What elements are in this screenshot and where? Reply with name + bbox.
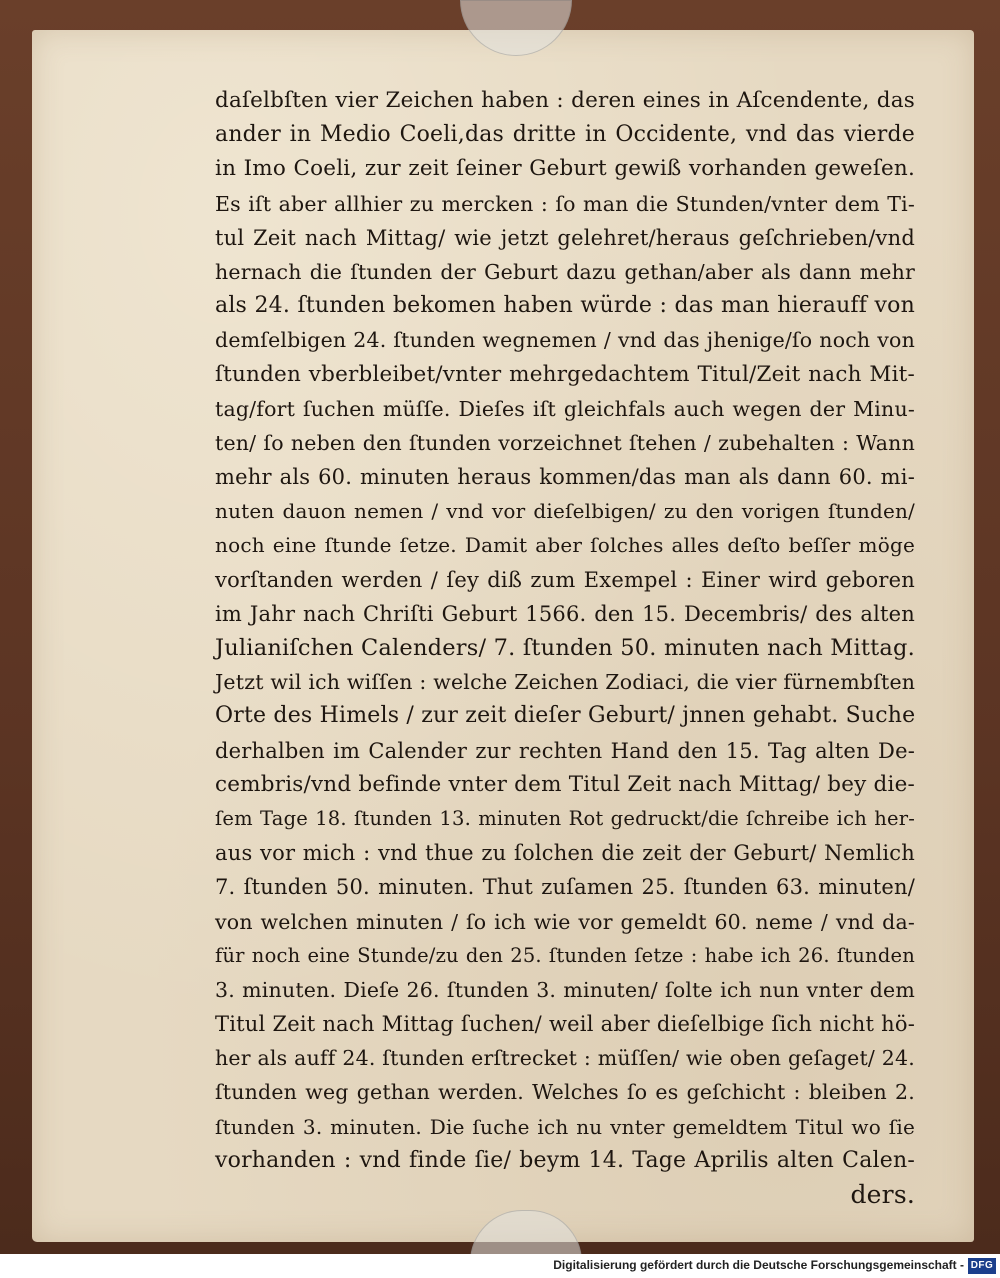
text-line: 7. ſtunden 50. minuten. Thut zuſamen 25. ſtunden 63. minuten/ <box>215 875 915 900</box>
text-line: derhalben im Calender zur rechten Hand den 15. Tag alten De- <box>215 738 915 763</box>
text-line: 3. minuten. Dieſe 26. ſtunden 3. minuten/ ſolte ich nun vnter dem <box>215 977 915 1002</box>
text-line: noch eine ſtunde ſetze. Damit aber ſolches alles deſto beſſer möge <box>215 533 915 558</box>
text-line: Julianiſchen Calenders/ 7. ſtunden 50. minuten nach Mittag. <box>215 635 915 661</box>
text-line: Orte des Himels / zur zeit dieſer Geburt/ jnnen gehabt. Suche <box>215 703 916 729</box>
footer-bar <box>0 1254 1000 1278</box>
text-line: her als auff 24. ſtunden erſtrecket : müſſen/ wie oben geſaget/ 24. <box>215 1046 915 1071</box>
text-line: demſelbigen 24. ſtunden wegnemen / vnd das jhenige/ſo noch von <box>215 328 915 353</box>
text-line: aus vor mich : vnd thue zu ſolchen die zeit der Geburt/ Nemlich <box>215 841 915 866</box>
text-line: vorhanden : vnd finde ſie/ beym 14. Tage Aprilis alten Calen- <box>215 1147 915 1173</box>
page-text <box>215 84 915 1212</box>
text-line: Jetzt wil ich wiſſen : welche Zeichen Zodiaci, die vier fürnembſten <box>215 670 916 695</box>
text-line: tag/fort ſuchen müſſe. Dieſes iſt gleichfals auch wegen der Minu- <box>215 396 915 421</box>
text-line: ſtunden 3. minuten. Die ſuche ich nu vnter gemeldtem Titul wo ſie <box>215 1114 915 1139</box>
text-line: hernach die ſtunden der Geburt dazu gethan/aber als dann mehr <box>215 259 915 284</box>
text-line: ſtunden weg gethan werden. Welches ſo es geſchicht : bleiben 2. <box>215 1080 915 1105</box>
text-line: ſtunden vberbleibet/vnter mehrgedachtem Titul/Zeit nach Mit- <box>215 361 915 387</box>
text-line: im Jahr nach Chriſti Geburt 1566. den 15. Decembris/ des alten <box>215 601 915 626</box>
funding-credit: Digitalisierung gefördert durch die Deutsche Forschungsgemeinschaft - <box>553 1258 964 1272</box>
text-line: Es iſt aber allhier zu mercken : ſo man die Stunden/vnter dem Ti- <box>215 191 915 216</box>
text-line: nuten dauon nemen / vnd vor dieſelbigen/ zu den vorigen ſtunden/ <box>215 499 915 524</box>
text-line: für noch eine Stunde/zu den 25. ſtunden ſetze : habe ich 26. ſtunden <box>215 943 915 967</box>
text-line: ſem Tage 18. ſtunden 13. minuten Rot gedruckt/die ſchreibe ich her- <box>215 806 915 830</box>
text-line: ander in Medio Coeli,das dritte in Occidente, vnd das vierde <box>215 122 915 148</box>
text-line: tul Zeit nach Mittag/ wie jetzt gelehret/heraus geſchrieben/vnd <box>215 225 915 250</box>
catchword: ders. <box>850 1180 915 1209</box>
dfg-logo: DFG <box>968 1258 996 1274</box>
text-line: vorſtanden werden / ſey diß zum Exempel : Einer wird geboren <box>215 567 915 592</box>
text-line: von welchen minuten / ſo ich wie vor gemeldt 60. neme / vnd da- <box>215 909 915 934</box>
text-line: daſelbſten vier Zeichen haben : deren eines in Aſcendente, das <box>215 88 915 113</box>
text-line: ten/ ſo neben den ſtunden vorzeichnet ſtehen / zubehalten : Wann <box>215 430 915 455</box>
text-line: in Imo Coeli, zur zeit ſeiner Geburt gewiß vorhanden geweſen. <box>215 156 915 182</box>
text-line: als 24. ſtunden bekomen haben würde : das man hierauff von <box>215 293 915 319</box>
text-line: mehr als 60. minuten heraus kommen/das man als dann 60. mi- <box>215 465 915 490</box>
text-line: cembris/vnd befinde vnter dem Titul Zeit nach Mittag/ bey die- <box>215 771 915 797</box>
text-line: Titul Zeit nach Mittag ſuchen/ weil aber dieſelbige ſich nicht hö- <box>215 1012 915 1037</box>
